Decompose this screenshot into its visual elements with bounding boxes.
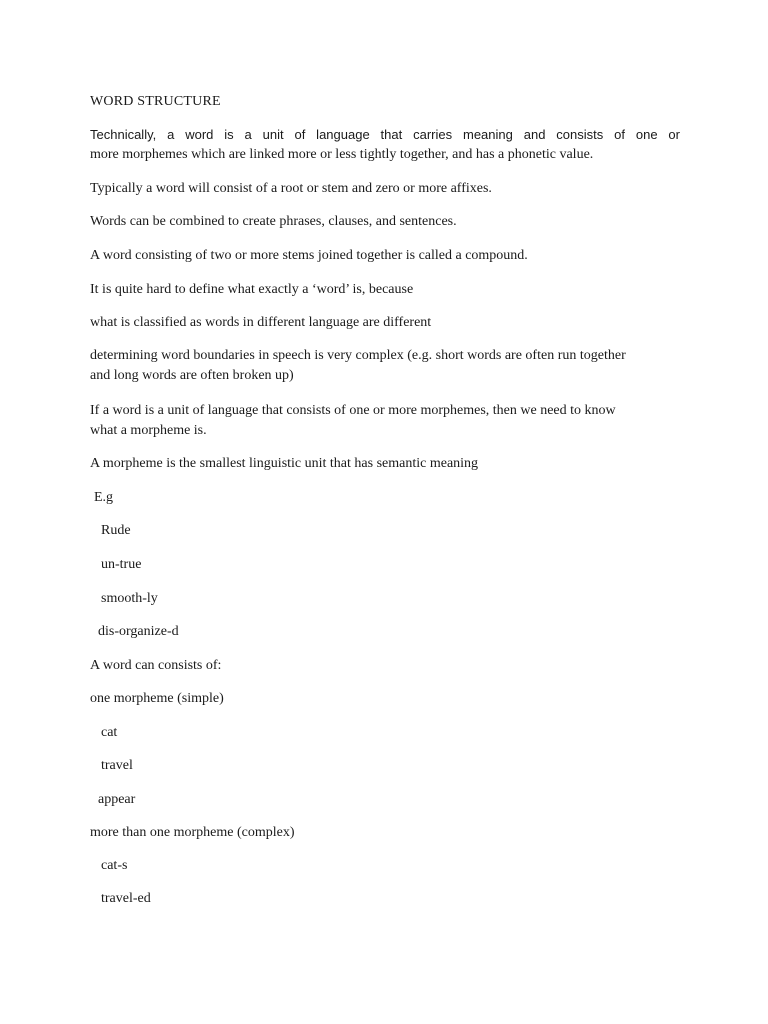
paragraph-classified: what is classified as words in different language are different [90, 315, 432, 330]
example-label: E.g [94, 490, 114, 505]
simple-example-item: cat [101, 725, 118, 740]
paragraph-combined: Words can be combined to create phrases, clauses, and sentences. [90, 214, 457, 229]
simple-example-item: travel [101, 758, 133, 773]
paragraph-morpheme-definition: A morpheme is the smallest linguistic unit that has semantic meaning [90, 456, 479, 471]
example-item: un-true [101, 557, 142, 572]
example-item: Rude [101, 523, 131, 538]
paragraph-compound: A word consisting of two or more stems joined together is called a compound. [90, 248, 528, 263]
paragraph-boundaries-line-1: determining word boundaries in speech is very complex (e.g. short words are often run together [90, 348, 626, 363]
simple-example-item: appear [98, 792, 136, 807]
paragraph-if-line-2: what a morpheme is. [90, 423, 207, 438]
paragraph-boundaries-line-2: and long words are often broken up) [90, 368, 294, 383]
intro-line-2: more morphemes which are linked more or less tightly together, and has a phonetic value. [90, 147, 594, 162]
document-title: WORD STRUCTURE [90, 94, 221, 109]
paragraph-if-line-1: If a word is a unit of language that consists of one or more morphemes, then we need to know [90, 403, 616, 418]
example-item: smooth-ly [101, 591, 158, 606]
complex-example-item: travel-ed [101, 891, 151, 906]
paragraph-word-consists: A word can consists of: [90, 658, 222, 673]
simple-heading: one morpheme (simple) [90, 691, 224, 706]
complex-heading: more than one morpheme (complex) [90, 825, 295, 840]
intro-line-1: Technically, a word is a unit of language that carries meaning and consists of one or [90, 127, 680, 142]
paragraph-hard-to-define: It is quite hard to define what exactly a ‘word’ is, because [90, 282, 414, 297]
complex-example-item: cat-s [101, 858, 128, 873]
intro-paragraph [90, 125, 680, 165]
paragraph-typically: Typically a word will consist of a root or stem and zero or more affixes. [90, 181, 492, 196]
example-item: dis-organize-d [98, 624, 179, 639]
